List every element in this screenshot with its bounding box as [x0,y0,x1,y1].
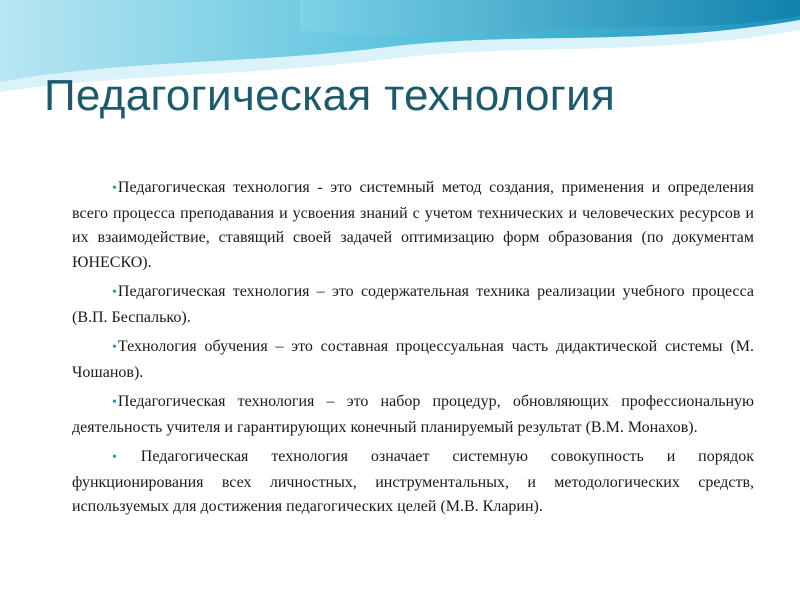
list-item-text: Педагогическая технология означает системную совокупность и порядок функционирования всех личностных, инструментальных, и методологических средств, используемых для достижения педагогических целей (М.В. Кларин). [72,448,754,515]
bullet-icon: • [112,395,117,410]
bullet-icon: • [112,285,117,300]
list-item-text: Педагогическая технология – это содержательная техника реализации учебного процесса (В.П. Беспалько). [72,283,754,326]
list-item-text: Педагогическая технология - это системный метод создания, применения и определения всего процесса преподавания и усвоения знаний с учетом технических и человеческих ресурсов и их взаимодействие, ставящий своей задачей оптимизацию форм образования (по документам ЮНЕСКО). [72,179,754,271]
list-item [72,335,754,385]
list-item [72,280,754,330]
list-item-text: Технология обучения – это составная процессуальная часть дидактической системы (М. Чошанов). [72,338,754,381]
list-item [72,390,754,440]
list-item-text: Педагогическая технология – это набор процедур, обновляющих профессиональную деятельность учителя и гарантирующих конечный планируемый результат (В.М. Монахов). [72,393,754,436]
bullet-icon: • [112,450,117,465]
bullet-icon: • [112,181,117,196]
slide-title: Педагогическая технология [44,71,616,120]
bullet-list [72,176,754,525]
bullet-icon: • [112,340,117,355]
list-item [72,176,754,275]
list-item [72,445,754,520]
